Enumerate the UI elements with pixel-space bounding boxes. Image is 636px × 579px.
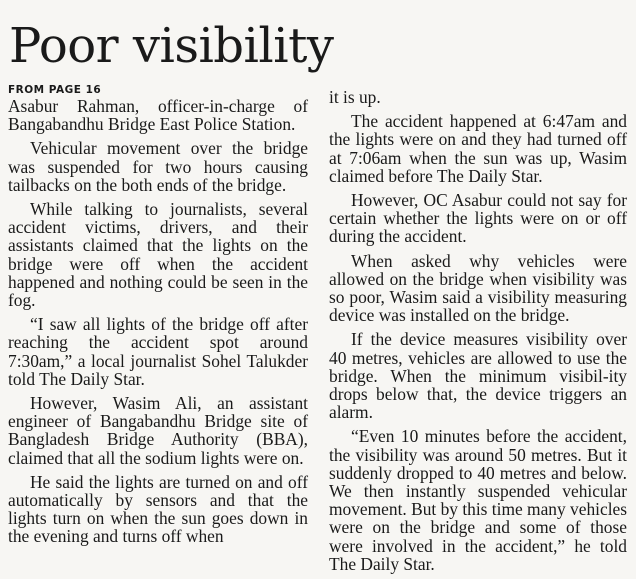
article-column-2 [329, 88, 627, 579]
article-column-1 [8, 84, 308, 552]
paragraph: However, Wasim Ali, an assistant engineer of Bangabandhu Bridge site of Bangladesh Bridge Authority (BBA), claimed that all the sodium lights were on. [8, 393, 308, 468]
paragraph: However, OC Asabur could not say for certain whether the lights were on or off during the accident. [329, 190, 627, 247]
paragraph: “Even 10 minutes before the accident, the visibility was around 50 metres. But it suddenly dropped to 40 metres and below. We then instantly suspended vehicular movement. But by this time many vehicles were on the bridge and some of those were involved in the accident,” he told The Daily Star. [329, 426, 628, 574]
continuation-kicker: FROM PAGE 16 [8, 84, 102, 96]
paragraph: it is up. [329, 87, 381, 107]
paragraph: “I saw all lights of the bridge off after reaching the accident spot around 7:30am,” a local journalist Sohel Talukder told The Daily Star. [8, 314, 308, 389]
paragraph: He said the lights are turned on and off automatically by sensors and that the lights turn on when the sun goes down in the evening and turns off when [8, 471, 308, 547]
paragraph: When asked why vehicles were allowed on the bridge when visibility was so poor, Wasim said a visibility measuring device was installed on the bridge. [329, 250, 627, 326]
paragraph: Vehicular movement over the bridge was suspended for two hours causing tailbacks on the both ends of the bridge. [8, 138, 308, 195]
paragraph: If the device measures visibility over 40 metres, vehicles are allowed to use the bridge. When the minimum visibil-ity drops below that, the device triggers an alarm. [329, 329, 627, 423]
paragraph: While talking to journalists, several accident victims, drivers, and their assistants claimed that the lights on the bridge were off when the accident happened and nothing could be seen in the fog. [8, 199, 308, 311]
headline: Poor visibility [9, 18, 334, 74]
paragraph: Asabur Rahman, officer-in-charge of Bangabandhu Bridge East Police Station. [8, 96, 308, 135]
paragraph: The accident happened at 6:47am and the lights were on and they had turned off at 7:06am when the sun was up, Wasim claimed before The Daily Star. [329, 111, 627, 186]
